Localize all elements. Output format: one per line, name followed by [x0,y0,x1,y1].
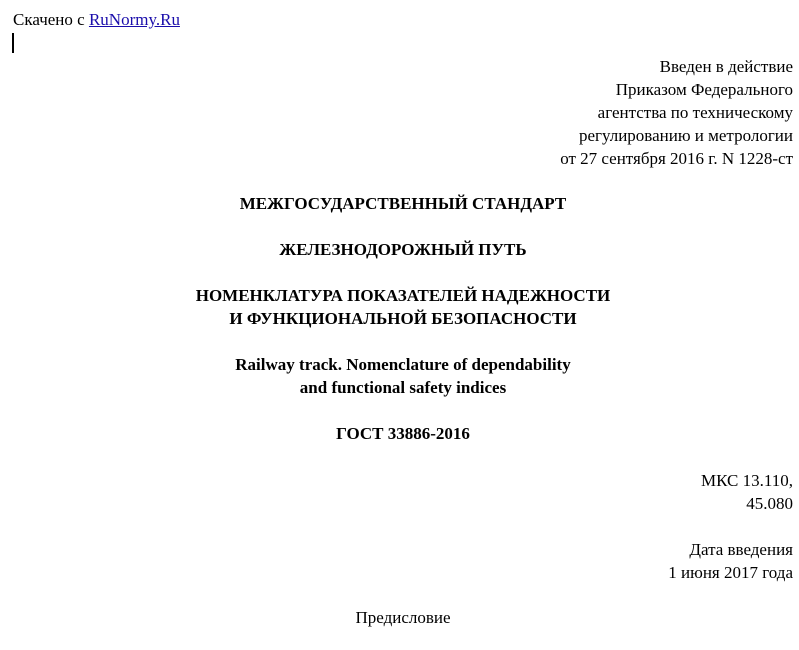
approval-line: регулированию и метрологии [578,126,793,145]
approval-line: Приказом Федерального [615,80,793,99]
standard-title-ru [0,284,799,330]
source-line [13,9,180,31]
standard-title-en [0,353,799,399]
title-ru-line: И ФУНКЦИОНАЛЬНОЙ БЕЗОПАСНОСТИ [229,309,577,328]
preface-heading: Предисловие [355,608,451,627]
standard-subject: ЖЕЛЕЗНОДОРОЖНЫЙ ПУТЬ [279,240,527,259]
source-prefix: Скачено с [13,10,89,29]
introduction-date-block [668,538,793,584]
source-link[interactable]: RuNormy.Ru [88,10,180,29]
standard-number: ГОСТ 33886-2016 [336,424,470,443]
approval-line: Введен в действие [659,57,793,76]
classification-line: МКС 13.110, [701,471,793,490]
title-en-line: Railway track. Nomenclature of dependability [235,355,571,374]
introduction-date-line: 1 июня 2017 года [668,563,793,582]
title-en-line: and functional safety indices [299,378,507,397]
title-ru-line: НОМЕНКЛАТУРА ПОКАЗАТЕЛЕЙ НАДЕЖНОСТИ [195,286,611,305]
approval-line: агентства по техническому [597,103,793,122]
introduction-date-line: Дата введения [689,540,793,559]
approval-block [560,55,793,170]
approval-line: от 27 сентября 2016 г. N 1228-ст [560,149,793,168]
standard-type: МЕЖГОСУДАРСТВЕННЫЙ СТАНДАРТ [239,194,567,213]
classification-line: 45.080 [746,494,793,513]
classification-block [701,469,793,515]
text-caret [12,33,14,53]
